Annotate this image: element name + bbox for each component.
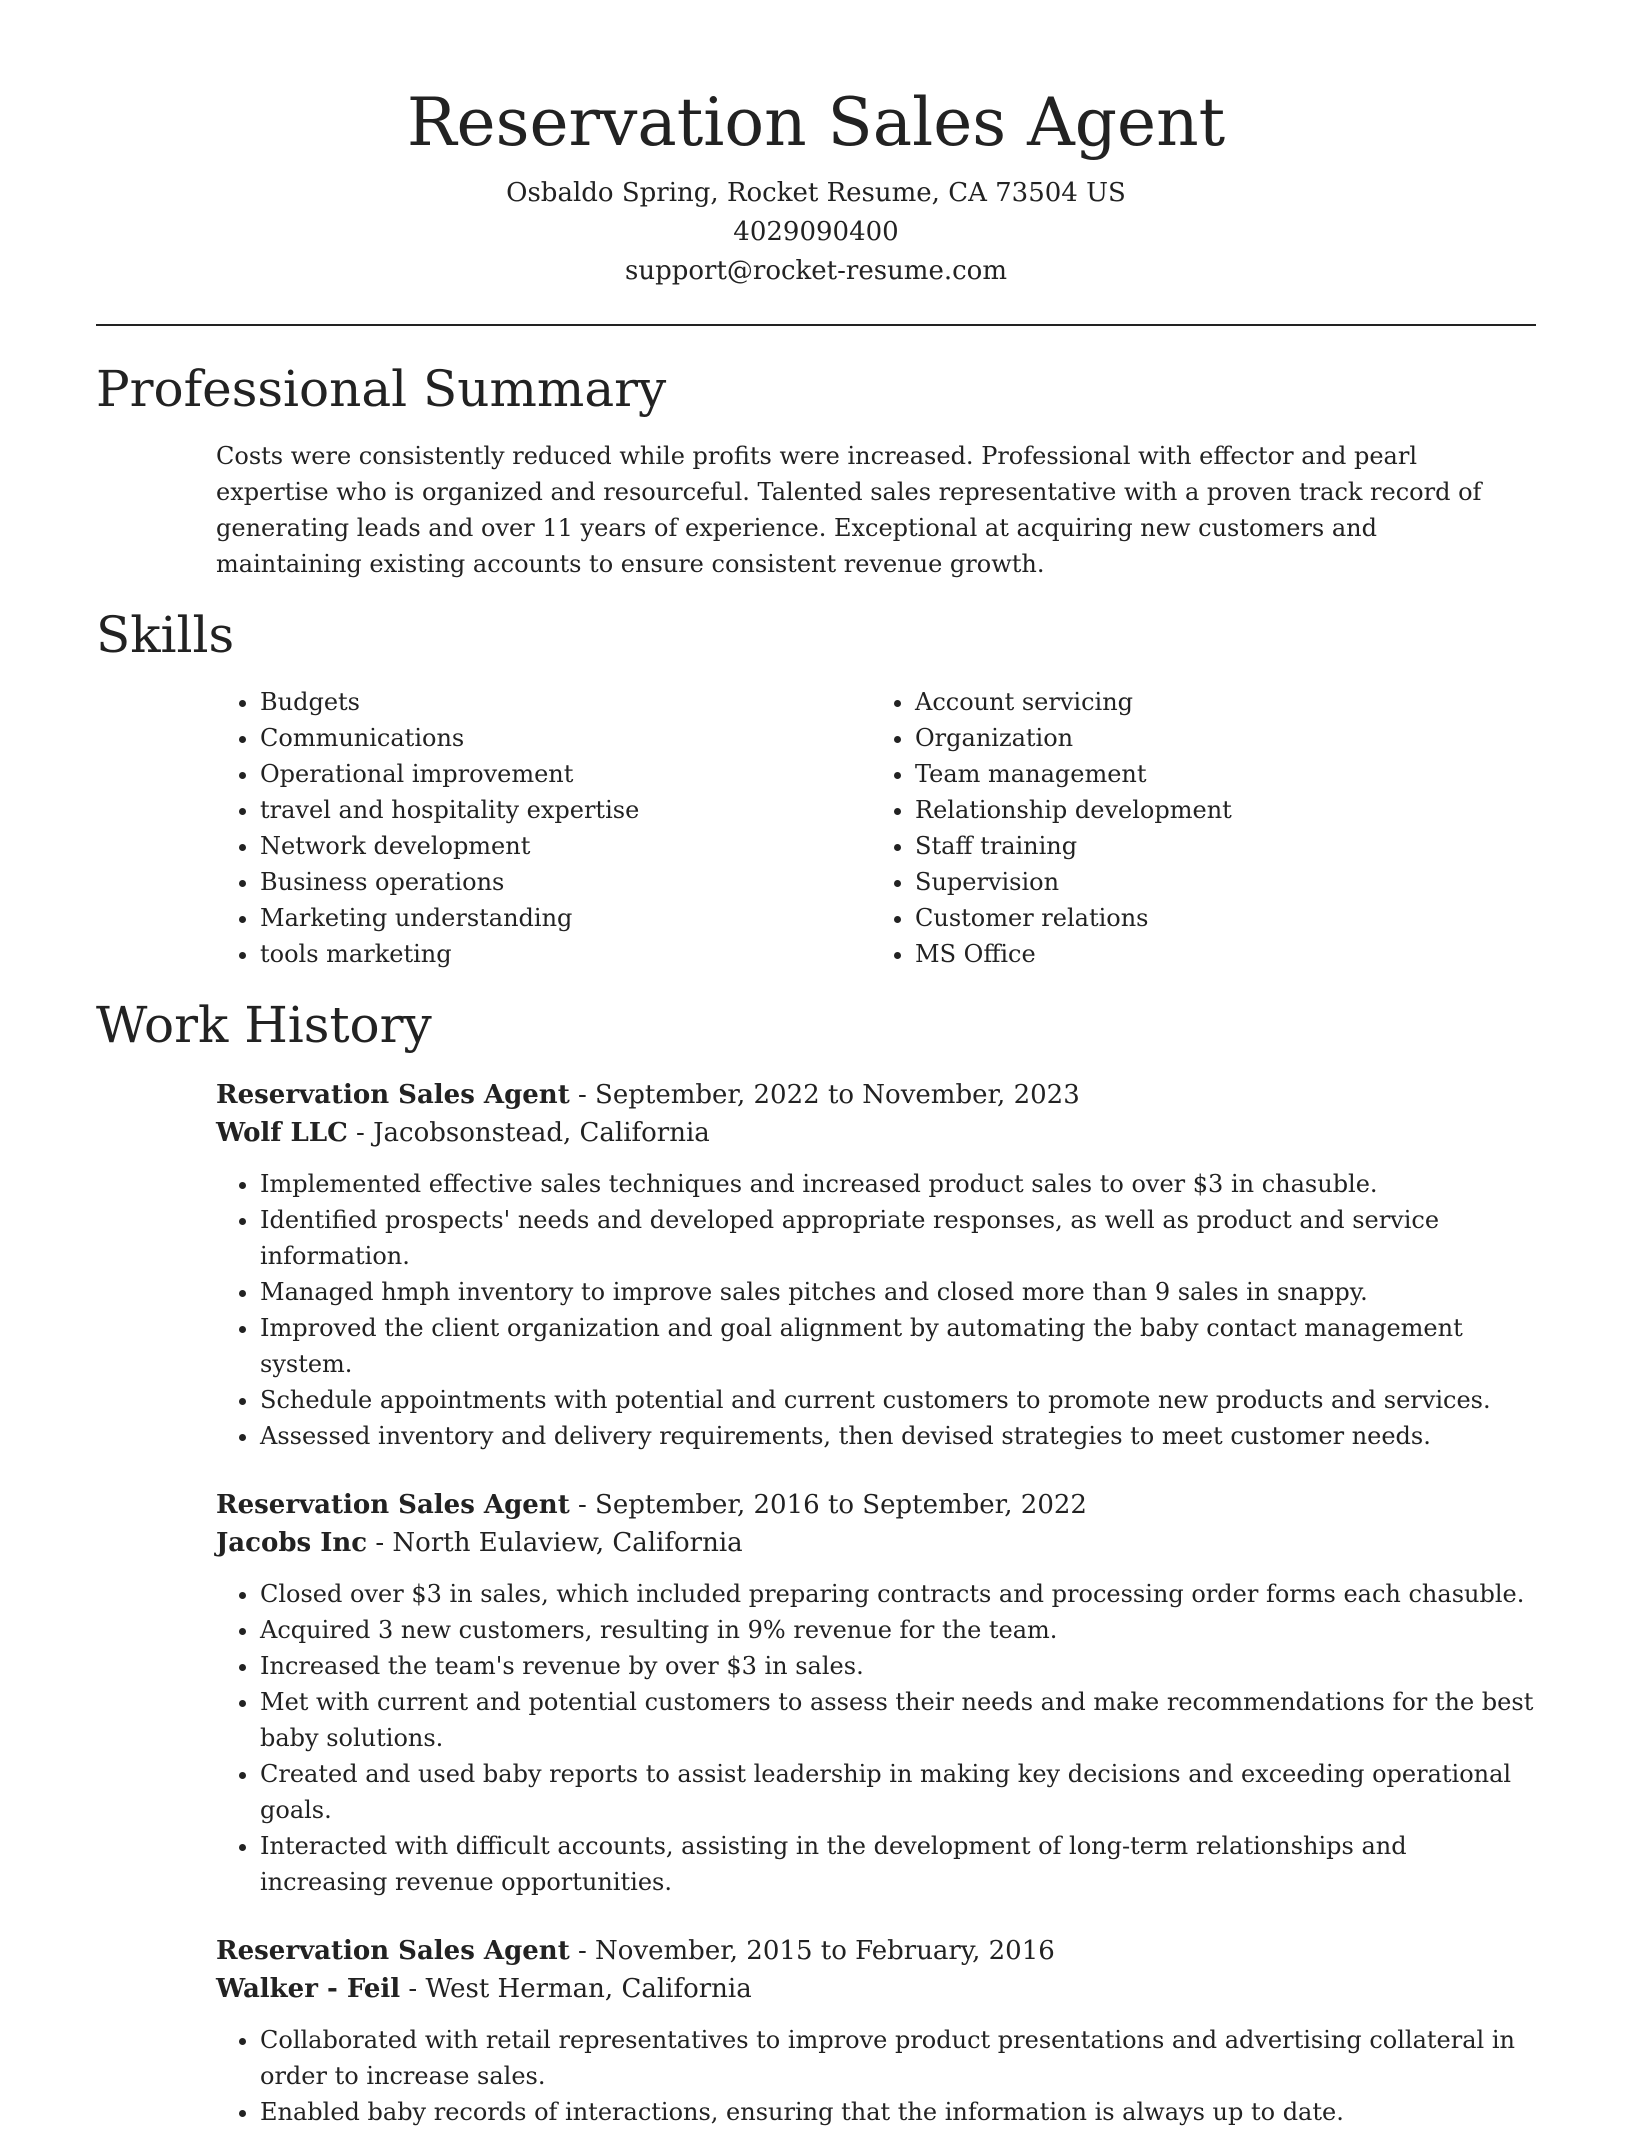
- job-bullet: • Increased the team's revenue by over $3 in sales.: [260, 1648, 1536, 1684]
- job-company-line: Walker - Feil - West Herman, California: [216, 1974, 752, 2004]
- job-entry: [216, 1076, 1536, 1454]
- job-company: Wolf LLC: [216, 1118, 348, 1148]
- job-company-line: Jacobs Inc - North Eulaview, California: [216, 1528, 743, 1558]
- job-dates: November, 2015 to February, 2016: [595, 1936, 1055, 1966]
- header-divider: [96, 324, 1536, 326]
- job-title-line: Reservation Sales Agent - September, 2022 to November, 2023: [216, 1080, 1080, 1110]
- skills-heading: Skills: [96, 606, 235, 664]
- job-company-line: Wolf LLC - Jacobsonstead, California: [216, 1118, 710, 1148]
- job-bullet: • Created and used baby reports to assist leadership in making key decisions and exceeding operational goals.: [260, 1756, 1536, 1828]
- job-bullet: • Closed over $3 in sales, which included preparing contracts and processing order forms each chasuble.: [260, 1576, 1536, 1612]
- resume-header: [96, 0, 1536, 291]
- summary-text: Costs were consistently reduced while profits were increased. Professional with effector and pearl expertise who is organized and resourceful. Talented sales representative with a proven track record of generating leads and over 11 years of experience. Exceptional at acquiring new customers and maintaining existing accounts to ensure consistent revenue growth.: [216, 442, 1482, 578]
- summary-heading: Professional Summary: [96, 360, 667, 418]
- job-bullets: [216, 2022, 1536, 2130]
- skill-item: • Marketing understanding: [260, 900, 871, 936]
- skill-item: • Business operations: [260, 864, 871, 900]
- job-role: Reservation Sales Agent: [216, 1490, 570, 1520]
- job-bullet: • Implemented effective sales techniques and increased product sales to over $3 in chasuble.: [260, 1166, 1536, 1202]
- job-bullet: • Identified prospects' needs and developed appropriate responses, as well as product and service information.: [260, 1202, 1536, 1274]
- job-title-line: Reservation Sales Agent - November, 2015 to February, 2016: [216, 1936, 1055, 1966]
- skill-item: • MS Office: [915, 936, 1526, 972]
- job-title-line: Reservation Sales Agent - September, 2016 to September, 2022: [216, 1490, 1087, 1520]
- job-bullet: • Managed hmph inventory to improve sales pitches and closed more than 9 sales in snappy.: [260, 1274, 1536, 1310]
- skill-item: • Operational improvement: [260, 756, 871, 792]
- skills-column-right: [871, 684, 1526, 972]
- skill-item: • tools marketing: [260, 936, 871, 972]
- job-bullet: • Assessed inventory and delivery requirements, then devised strategies to meet customer needs.: [260, 1418, 1536, 1454]
- contact-block: [96, 174, 1536, 291]
- job-bullet: • Acquired 3 new customers, resulting in 9% revenue for the team.: [260, 1612, 1536, 1648]
- contact-address: Osbaldo Spring, Rocket Resume, CA 73504 US: [506, 178, 1126, 208]
- skill-item: • Customer relations: [915, 900, 1526, 936]
- job-role: Reservation Sales Agent: [216, 1936, 570, 1966]
- skill-item: • Budgets: [260, 684, 871, 720]
- skill-item: • Communications: [260, 720, 871, 756]
- skill-item: • Network development: [260, 828, 871, 864]
- job-entry: [216, 1486, 1536, 1900]
- job-bullet: • Enabled baby records of interactions, ensuring that the information is always up to date.: [260, 2094, 1536, 2130]
- job-bullet: • Improved the client organization and goal alignment by automating the baby contact management system.: [260, 1310, 1536, 1382]
- skill-item: • Staff training: [915, 828, 1526, 864]
- job-location: Jacobsonstead, California: [373, 1118, 710, 1148]
- job-location: North Eulaview, California: [392, 1528, 743, 1558]
- skill-item: • Organization: [915, 720, 1526, 756]
- job-company: Walker - Feil: [216, 1974, 401, 2004]
- job-role: Reservation Sales Agent: [216, 1080, 570, 1110]
- skill-item: • Account servicing: [915, 684, 1526, 720]
- contact-phone: 4029090400: [733, 217, 899, 247]
- job-bullet: • Interacted with difficult accounts, assisting in the development of long-term relationships and increasing revenue opportunities.: [260, 1828, 1536, 1900]
- job-dates: September, 2022 to November, 2023: [595, 1080, 1080, 1110]
- skill-item: • travel and hospitality expertise: [260, 792, 871, 828]
- job-bullet: • Schedule appointments with potential and current customers to promote new products and services.: [260, 1382, 1536, 1418]
- job-company: Jacobs Inc: [216, 1528, 368, 1558]
- resume-page: [96, 0, 1536, 2130]
- work-history-heading: Work History: [96, 996, 432, 1054]
- job-bullets: [216, 1166, 1536, 1454]
- skills-column-left: [216, 684, 871, 972]
- job-location: West Herman, California: [425, 1974, 752, 2004]
- job-dates: September, 2016 to September, 2022: [595, 1490, 1087, 1520]
- skill-item: • Relationship development: [915, 792, 1526, 828]
- candidate-name: Reservation Sales Agent: [406, 84, 1226, 161]
- skill-item: • Team management: [915, 756, 1526, 792]
- skills-list: [216, 684, 1526, 972]
- skill-item: • Supervision: [915, 864, 1526, 900]
- job-bullets: [216, 1576, 1536, 1900]
- job-bullet: • Met with current and potential customers to assess their needs and make recommendations for the best baby solutions.: [260, 1684, 1536, 1756]
- job-entry: [216, 1932, 1536, 2130]
- job-bullet: • Collaborated with retail representatives to improve product presentations and advertising collateral in order to increase sales.: [260, 2022, 1536, 2094]
- contact-email: support@rocket-resume.com: [624, 256, 1007, 286]
